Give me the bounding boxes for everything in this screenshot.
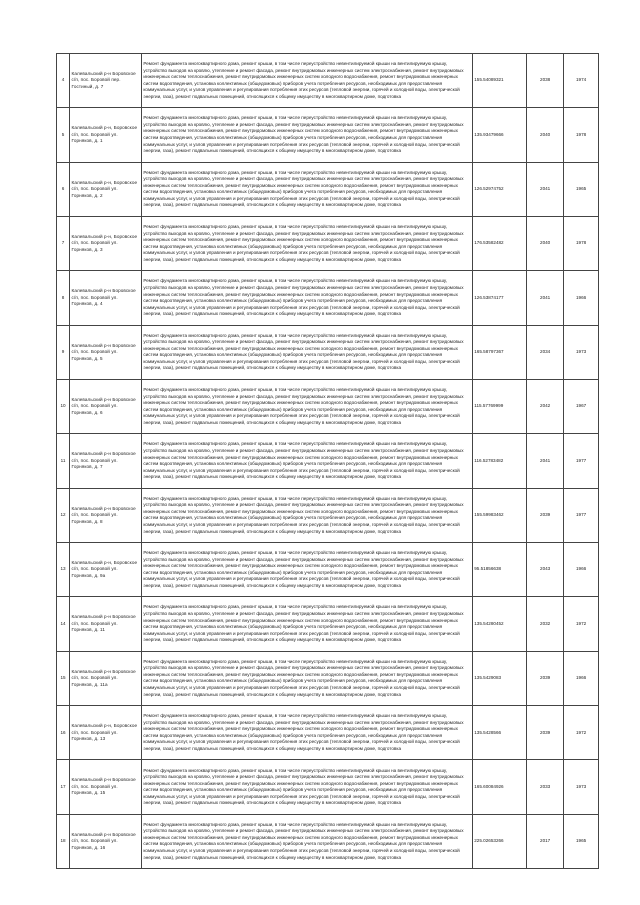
cost-cell-text: 126.53874177 <box>474 294 504 300</box>
planned-year-cell <box>527 54 564 108</box>
table-row <box>57 488 599 542</box>
build-year-cell-text: 1967 <box>575 403 587 409</box>
works-list-cell-text: Ремонт фундамента многоквартирного дома, ремонт крыши, в том числе переустройство невентилируемой крыши на вентилируемую крышу, устройство выходов на кровлю, утепление и ремонт фасада, ремонт внутридомовых инженерных систем электроснабжения, ремонт внутридомовых инженерных систем теплоснабжения, ремонт внутридомовых инженерных систем холодного водоснабжения, ремонт внутридомовых инженерных систем водоотведения, установка коллективных (общедомовых) приборов учета потребления ресурсов, необходимых для предоставления коммунальных услуг, и узлов управления и регулирования потребления этих ресурсов (тепловой энергии, горячей и холодной воды, электрической энергии, газа), ремонт подвальных помещений, относящихся к общему имуществу в многоквартирном доме, подготовка <box>143 821 464 860</box>
row-number-cell-text: 8 <box>61 294 65 300</box>
build-year-cell <box>564 488 599 542</box>
address-cell-text: Калевальский р-н Боровское с/п, пос. Боровой ул. Горняков, д. 16 <box>71 831 136 850</box>
planned-year-cell <box>527 271 564 325</box>
planned-year-cell-text: 2041 <box>540 294 551 300</box>
address-cell <box>70 162 142 216</box>
row-number-cell <box>57 488 70 542</box>
planned-year-cell-text: 2033 <box>540 783 551 789</box>
works-list-cell-text: Ремонт фундамента многоквартирного дома, ремонт крыши, в том числе переустройство невентилируемой крыши на вентилируемую крышу, устройство выходов на кровлю, утепление и ремонт фасада, ремонт внутридомовых инженерных систем электроснабжения, ремонт внутридомовых инженерных систем теплоснабжения, ремонт внутридомовых инженерных систем холодного водоснабжения, ремонт внутридомовых инженерных систем водоотведения, установка коллективных (общедомовых) приборов учета потребления ресурсов, необходимых для предоставления коммунальных услуг, и узлов управления и регулирования потребления этих ресурсов (тепловой энергии, горячей и холодной воды, электрической энергии, газа), ремонт подвальных помещений, относящихся к общему имуществу в многоквартирном доме, подготовка <box>143 115 464 154</box>
build-year-cell <box>564 271 599 325</box>
works-list-cell-text: Ремонт фундамента многоквартирного дома, ремонт крыши, в том числе переустройство невентилируемой крыши на вентилируемую крышу, устройство выходов на кровлю, утепление и ремонт фасада, ремонт внутридомовых инженерных систем электроснабжения, ремонт внутридомовых инженерных систем теплоснабжения, ремонт внутридомовых инженерных систем холодного водоснабжения, ремонт внутридомовых инженерных систем водоотведения, установка коллективных (общедомовых) приборов учета потребления ресурсов, необходимых для предоставления коммунальных услуг, и узлов управления и регулирования потребления этих ресурсов (тепловой энергии, горячей и холодной воды, электрической энергии, газа), ремонт подвальных помещений, относящихся к общему имуществу в многоквартирном доме, подготовка <box>143 550 464 588</box>
table-row <box>57 217 599 271</box>
row-number-cell <box>57 760 70 814</box>
address-cell-text: Калевальский р-н, Боровское с/п, пос. Боровой ул. Горняков, д. 2 <box>71 179 138 198</box>
build-year-cell-text: 1965 <box>575 838 587 844</box>
works-list-cell <box>141 706 472 760</box>
works-list-cell <box>141 108 472 162</box>
cost-cell <box>472 543 526 597</box>
row-number-cell <box>57 434 70 488</box>
table-row <box>57 814 599 868</box>
planned-year-cell-text: 2039 <box>540 675 551 681</box>
row-number-cell <box>57 271 70 325</box>
planned-year-cell <box>527 706 564 760</box>
works-list-cell <box>141 54 472 108</box>
cost-cell <box>472 597 526 651</box>
address-cell <box>70 108 142 162</box>
address-cell <box>70 217 142 271</box>
address-cell <box>70 597 142 651</box>
works-list-cell <box>141 380 472 434</box>
row-number-cell-text: 14 <box>60 620 66 626</box>
address-cell <box>70 380 142 434</box>
address-cell <box>70 325 142 379</box>
build-year-cell <box>564 325 599 379</box>
works-list-cell <box>141 760 472 814</box>
build-year-cell <box>564 162 599 216</box>
table-row <box>57 597 599 651</box>
works-list-cell <box>141 434 472 488</box>
works-list-cell-text: Ремонт фундамента многоквартирного дома, ремонт крыши, в том числе переустройство невентилируемой крыши на вентилируемую крышу, устройство выходов на кровлю, утепление и ремонт фасада, ремонт внутридомовых инженерных систем электроснабжения, ремонт внутридомовых инженерных систем теплоснабжения, ремонт внутридомовых инженерных систем холодного водоснабжения, ремонт внутридомовых инженерных систем водоотведения, установка коллективных (общедомовых) приборов учета потребления ресурсов, необходимых для предоставления коммунальных услуг, и узлов управления и регулирования потребления этих ресурсов (тепловой энергии, горячей и холодной воды, электрической энергии, газа), ремонт подвальных помещений, относящихся к общему имуществу в многоквартирном доме, подготовка <box>143 713 464 751</box>
address-cell-text: Калевальский р-н Боровское с/п, пос. Боровой пер. Гостиный, д. 7 <box>71 70 136 89</box>
row-number-cell-text: 12 <box>60 512 66 518</box>
address-cell <box>70 271 142 325</box>
address-cell <box>70 814 142 868</box>
build-year-cell <box>564 54 599 108</box>
address-cell-text: Калевальский р-н Боровское с/п, пос. Боровой ул. Горняков, д. 7 <box>71 451 136 470</box>
address-cell-text: Калевальский р-н Боровское с/п, пос. Боровой ул. Горняков, д. 5 <box>71 342 136 361</box>
planned-year-cell <box>527 325 564 379</box>
build-year-cell <box>564 706 599 760</box>
cost-cell-text: 165.58797367 <box>474 349 504 355</box>
build-year-cell-text: 1966 <box>575 566 587 572</box>
row-number-cell-text: 11 <box>60 457 66 463</box>
table-row <box>57 271 599 325</box>
address-cell-text: Калевальский р-н, Боровское с/п, пос. Боровой ул. Горняков, д. 9а <box>71 559 138 579</box>
address-cell-text: Калевальский р-н Боровское с/п, пос. Боровой ул. Горняков, д. 8 <box>71 505 136 524</box>
cost-cell-text: 165.60084926 <box>474 783 504 789</box>
table-row <box>57 162 599 216</box>
table-row <box>57 706 599 760</box>
works-list-cell-text: Ремонт фундамента многоквартирного дома, ремонт крыши, в том числе переустройство невентилируемой крыши на вентилируемую крышу, устройство выходов на кровлю, утепление и ремонт фасада, ремонт внутридомовых инженерных систем электроснабжения, ремонт внутридомовых инженерных систем теплоснабжения, ремонт внутридомовых инженерных систем холодного водоснабжения, ремонт внутридомовых инженерных систем водоотведения, установка коллективных (общедомовых) приборов учета потребления ресурсов, необходимых для предоставления коммунальных услуг, и узлов управления и регулирования потребления этих ресурсов (тепловой энергии, горячей и холодной воды, электрической энергии, газа), ремонт подвальных помещений, относящихся к общему имуществу в многоквартирном доме, подготовка <box>143 224 464 262</box>
planned-year-cell-text: 2039 <box>540 512 551 518</box>
row-number-cell-text: 6 <box>61 186 65 192</box>
planned-year-cell <box>527 217 564 271</box>
row-number-cell-text: 10 <box>60 403 66 409</box>
build-year-cell-text: 1978 <box>575 240 587 246</box>
address-cell <box>70 651 142 705</box>
row-number-cell <box>57 325 70 379</box>
row-number-cell-text: 9 <box>61 349 65 355</box>
cost-cell-text: 135.54280452 <box>474 620 504 626</box>
works-list-cell-text: Ремонт фундамента многоквартирного дома, ремонт крыши, в том числе переустройство невентилируемой крыши на вентилируемую крышу, устройство выходов на кровлю, утепление и ремонт фасада, ремонт внутридомовых инженерных систем электроснабжения, ремонт внутридомовых инженерных систем теплоснабжения, ремонт внутридомовых инженерных систем холодного водоснабжения, ремонт внутридомовых инженерных систем водоотведения, установка коллективных (общедомовых) приборов учета потребления ресурсов, необходимых для предоставления коммунальных услуг, и узлов управления и регулирования потребления этих ресурсов (тепловой энергии, горячей и холодной воды, электрической энергии, газа), ремонт подвальных помещений, относящихся к общему имуществу в многоквартирном доме, подготовка <box>143 441 464 480</box>
address-cell-text: Калевальский р-н Боровское с/п, пос. Боровой ул. Горняков, д. 4 <box>71 288 136 307</box>
works-list-cell <box>141 162 472 216</box>
works-list-cell-text: Ремонт фундамента многоквартирного дома, ремонт крыши, в том числе переустройство невентилируемой крыши на вентилируемую крышу, устройство выходов на кровлю, утепление и ремонт фасада, ремонт внутридомовых инженерных систем электроснабжения, ремонт внутридомовых инженерных систем теплоснабжения, ремонт внутридомовых инженерных систем холодного водоснабжения, ремонт внутридомовых инженерных систем водоотведения, установка коллективных (общедомовых) приборов учета потребления ресурсов, необходимых для предоставления коммунальных услуг, и узлов управления и регулирования потребления этих ресурсов (тепловой энергии, горячей и холодной воды, электрической энергии, газа), ремонт подвальных помещений, относящихся к общему имуществу в многоквартирном доме, подготовка <box>143 332 464 371</box>
planned-year-cell <box>527 488 564 542</box>
address-cell-text: Калевальский р-н, Боровское с/п, пос. Боровой ул. Горняков, д. 1 <box>71 125 138 144</box>
build-year-cell <box>564 380 599 434</box>
address-cell <box>70 706 142 760</box>
works-list-cell-text: Ремонт фундамента многоквартирного дома, ремонт крыши, в том числе переустройство невентилируемой крыши на вентилируемую крышу, устройство выходов на кровлю, утепление и ремонт фасада, ремонт внутридомовых инженерных систем электроснабжения, ремонт внутридомовых инженерных систем теплоснабжения, ремонт внутридомовых инженерных систем холодного водоснабжения, ремонт внутридомовых инженерных систем водоотведения, установка коллективных (общедомовых) приборов учета потребления ресурсов, необходимых для предоставления коммунальных услуг, и узлов управления и регулирования потребления этих ресурсов (тепловой энергии, горячей и холодной воды, электрической энергии, газа), ремонт подвальных помещений, относящихся к общему имуществу в многоквартирном доме, подготовка <box>143 169 464 208</box>
row-number-cell-text: 16 <box>60 729 66 735</box>
table-row <box>57 651 599 705</box>
address-cell <box>70 434 142 488</box>
build-year-cell <box>564 543 599 597</box>
address-cell-text: Калевальский р-н Боровское с/п, пос. Боровой ул. Горняков, д. 11а <box>71 668 136 687</box>
cost-cell-text: 126.52974752 <box>474 186 504 192</box>
row-number-cell <box>57 706 70 760</box>
row-number-cell <box>57 108 70 162</box>
row-number-cell <box>57 162 70 216</box>
works-list-cell-text: Ремонт фундамента многоквартирного дома, ремонт крыши, в том числе переустройство невентилируемой крыши на вентилируемую крышу, устройство выходов на кровлю, утепление и ремонт фасада, ремонт внутридомовых инженерных систем электроснабжения, ремонт внутридомовых инженерных систем теплоснабжения, ремонт внутридомовых инженерных систем холодного водоснабжения, ремонт внутридомовых инженерных систем водоотведения, установка коллективных (общедомовых) приборов учета потребления ресурсов, необходимых для предоставления коммунальных услуг, и узлов управления и регулирования потребления этих ресурсов (тепловой энергии, горячей и холодной воды, электрической энергии, газа), ремонт подвальных помещений, относящихся к общему имуществу в многоквартирном доме, подготовка <box>143 495 464 534</box>
cost-cell <box>472 108 526 162</box>
address-cell-text: Калевальский р-н, Боровское с/п, пос. Боровой ул. Горняков, д. 3 <box>71 233 138 252</box>
planned-year-cell <box>527 108 564 162</box>
cost-cell-text: 115.57769999 <box>474 403 504 409</box>
cost-cell <box>472 54 526 108</box>
works-list-cell <box>141 325 472 379</box>
build-year-cell <box>564 814 599 868</box>
planned-year-cell <box>527 760 564 814</box>
row-number-cell <box>57 814 70 868</box>
capital-repair-table <box>56 53 599 869</box>
build-year-cell-text: 1972 <box>575 729 587 735</box>
row-number-cell <box>57 217 70 271</box>
planned-year-cell-text: 2040 <box>540 131 551 137</box>
table-row <box>57 54 599 108</box>
cost-cell <box>472 434 526 488</box>
planned-year-cell-text: 2043 <box>540 566 551 572</box>
row-number-cell-text: 18 <box>60 838 66 844</box>
cost-cell <box>472 814 526 868</box>
works-list-cell-text: Ремонт фундамента многоквартирного дома, ремонт крыши, в том числе переустройство невентилируемой крыши на вентилируемую крышу, устройство выходов на кровлю, утепление и ремонт фасада, ремонт внутридомовых инженерных систем электроснабжения, ремонт внутридомовых инженерных систем теплоснабжения, ремонт внутридомовых инженерных систем холодного водоснабжения, ремонт внутридомовых инженерных систем водоотведения, установка коллективных (общедомовых) приборов учета потребления ресурсов, необходимых для предоставления коммунальных услуг, и узлов управления и регулирования потребления этих ресурсов (тепловой энергии, горячей и холодной воды, электрической энергии, газа), ремонт подвальных помещений, относящихся к общему имуществу в многоквартирном доме, подготовка <box>143 387 464 425</box>
planned-year-cell-text: 2041 <box>540 457 551 463</box>
works-list-cell <box>141 814 472 868</box>
build-year-cell-text: 1965 <box>575 186 587 192</box>
works-list-cell-text: Ремонт фундамента многоквартирного дома, ремонт крыши, в том числе переустройство невентилируемой крыши на вентилируемую крышу, устройство выходов на кровлю, утепление и ремонт фасада, ремонт внутридомовых инженерных систем электроснабжения, ремонт внутридомовых инженерных систем теплоснабжения, ремонт внутридомовых инженерных систем холодного водоснабжения, ремонт внутридомовых инженерных систем водоотведения, установка коллективных (общедомовых) приборов учета потребления ресурсов, необходимых для предоставления коммунальных услуг, и узлов управления и регулирования потребления этих ресурсов (тепловой энергии, горячей и холодной воды, электрической энергии, газа), ремонт подвальных помещений, относящихся к общему имуществу в многоквартирном доме, подготовка <box>143 658 464 697</box>
cost-cell <box>472 760 526 814</box>
table-row <box>57 108 599 162</box>
build-year-cell <box>564 760 599 814</box>
planned-year-cell <box>527 162 564 216</box>
row-number-cell <box>57 54 70 108</box>
row-number-cell <box>57 651 70 705</box>
table-row <box>57 380 599 434</box>
row-number-cell <box>57 543 70 597</box>
build-year-cell-text: 1973 <box>575 783 587 789</box>
row-number-cell <box>57 597 70 651</box>
build-year-cell-text: 1966 <box>575 294 587 300</box>
cost-cell <box>472 706 526 760</box>
cost-cell <box>472 217 526 271</box>
build-year-cell-text: 1972 <box>575 620 587 626</box>
works-list-cell <box>141 217 472 271</box>
cost-cell <box>472 271 526 325</box>
build-year-cell <box>564 597 599 651</box>
cost-cell-text: 135.5428566 <box>474 729 502 735</box>
table-row <box>57 543 599 597</box>
build-year-cell-text: 1977 <box>575 512 587 518</box>
planned-year-cell-text: 2038 <box>540 77 551 83</box>
address-cell <box>70 54 142 108</box>
cost-cell-text: 225.02653266 <box>474 838 504 844</box>
works-list-cell-text: Ремонт фундамента многоквартирного дома, ремонт крыши, в том числе переустройство невентилируемой крыши на вентилируемую крышу, устройство выходов на кровлю, утепление и ремонт фасада, ремонт внутридомовых инженерных систем электроснабжения, ремонт внутридомовых инженерных систем теплоснабжения, ремонт внутридомовых инженерных систем холодного водоснабжения, ремонт внутридомовых инженерных систем водоотведения, установка коллективных (общедомовых) приборов учета потребления ресурсов, необходимых для предоставления коммунальных услуг, и узлов управления и регулирования потребления этих ресурсов (тепловой энергии, горячей и холодной воды, электрической энергии, газа), ремонт подвальных помещений, относящихся к общему имуществу в многоквартирном доме, подготовка <box>143 278 464 317</box>
address-cell <box>70 543 142 597</box>
address-cell-text: Калевальский р-н Боровское с/п, пос. Боровой ул. Горняков, д. 11 <box>71 614 136 633</box>
planned-year-cell-text: 2017 <box>540 838 551 844</box>
address-cell <box>70 488 142 542</box>
address-cell <box>70 760 142 814</box>
works-list-cell <box>141 271 472 325</box>
works-list-cell-text: Ремонт фундамента многоквартирного дома, ремонт крыши, в том числе переустройство невентилируемой крыши на вентилируемую крышу, устройство выходов на кровлю, утепление и ремонт фасада, ремонт внутридомовых инженерных систем электроснабжения, ремонт внутридомовых инженерных систем теплоснабжения, ремонт внутридомовых инженерных систем холодного водоснабжения, ремонт внутридомовых инженерных систем водоотведения, установка коллективных (общедомовых) приборов учета потребления ресурсов, необходимых для предоставления коммунальных услуг, и узлов управления и регулирования потребления этих ресурсов (тепловой энергии, горячей и холодной воды, электрической энергии, газа), ремонт подвальных помещений, относящихся к общему имуществу в многоквартирном доме, подготовка <box>143 767 464 806</box>
planned-year-cell-text: 2042 <box>540 403 551 409</box>
works-list-cell <box>141 488 472 542</box>
build-year-cell <box>564 217 599 271</box>
cost-cell <box>472 162 526 216</box>
cost-cell-text: 135.93479666 <box>474 131 504 137</box>
build-year-cell <box>564 434 599 488</box>
works-list-cell <box>141 543 472 597</box>
planned-year-cell <box>527 543 564 597</box>
build-year-cell <box>564 108 599 162</box>
address-cell-text: Калевальский р-н, Боровское с/п, пос. Боровой ул. Горняков, д. 13 <box>71 722 138 742</box>
build-year-cell-text: 1978 <box>575 131 587 137</box>
address-cell-text: Калевальский р-н Боровское с/п, пос. Боровой ул. Горняков, д. 6 <box>71 396 136 415</box>
row-number-cell-text: 15 <box>60 675 66 681</box>
cost-cell-text: 176.53582482 <box>474 240 504 246</box>
cost-cell <box>472 651 526 705</box>
works-list-cell-text: Ремонт фундамента многоквартирного дома, ремонт крыши, в том числе переустройство невентилируемой крыши на вентилируемую крышу, устройство выходов на кровлю, утепление и ремонт фасада, ремонт внутридомовых инженерных систем электроснабжения, ремонт внутридомовых инженерных систем теплоснабжения, ремонт внутридомовых инженерных систем холодного водоснабжения, ремонт внутридомовых инженерных систем водоотведения, установка коллективных (общедомовых) приборов учета потребления ресурсов, необходимых для предоставления коммунальных услуг, и узлов управления и регулирования потребления этих ресурсов (тепловой энергии, горячей и холодной воды, электрической энергии, газа), ремонт подвальных помещений, относящихся к общему имуществу в многоквартирном доме, подготовка <box>143 604 464 643</box>
cost-cell <box>472 380 526 434</box>
build-year-cell-text: 1974 <box>575 77 587 83</box>
row-number-cell-text: 13 <box>60 566 66 572</box>
table-row <box>57 434 599 488</box>
table-row <box>57 325 599 379</box>
planned-year-cell <box>527 651 564 705</box>
cost-cell-text: 135.5429083 <box>474 675 502 681</box>
planned-year-cell-text: 2032 <box>540 620 551 626</box>
row-number-cell-text: 4 <box>61 77 65 83</box>
works-list-cell-text: Ремонт фундамента многоквартирного дома, ремонт крыши, в том числе переустройство невентилируемой крыши на вентилируемую крышу, устройство выходов на кровлю, утепление и ремонт фасада, ремонт внутридомовых инженерных систем электроснабжения, ремонт внутридомовых инженерных систем теплоснабжения, ремонт внутридомовых инженерных систем холодного водоснабжения, ремонт внутридомовых инженерных систем водоотведения, установка коллективных (общедомовых) приборов учета потребления ресурсов, необходимых для предоставления коммунальных услуг, и узлов управления и регулирования потребления этих ресурсов (тепловой энергии, горячей и холодной воды, электрической энергии, газа), ремонт подвальных помещений, относящихся к общему имуществу в многоквартирном доме, подготовка <box>143 61 464 99</box>
row-number-cell-text: 7 <box>61 240 65 246</box>
build-year-cell <box>564 651 599 705</box>
planned-year-cell-text: 2040 <box>540 240 551 246</box>
build-year-cell-text: 1966 <box>575 675 587 681</box>
table-row <box>57 760 599 814</box>
cost-cell-text: 95.51856638 <box>474 566 502 572</box>
planned-year-cell-text: 2039 <box>540 729 551 735</box>
planned-year-cell-text: 2034 <box>540 349 551 355</box>
works-list-cell <box>141 597 472 651</box>
row-number-cell-text: 17 <box>60 783 66 789</box>
planned-year-cell-text: 2041 <box>540 186 551 192</box>
cost-cell <box>472 325 526 379</box>
planned-year-cell <box>527 814 564 868</box>
address-cell-text: Калевальский р-н Боровское с/п, пос. Боровой ул. Горняков, д. 15 <box>71 777 136 796</box>
planned-year-cell <box>527 434 564 488</box>
planned-year-cell <box>527 380 564 434</box>
row-number-cell <box>57 380 70 434</box>
planned-year-cell <box>527 597 564 651</box>
cost-cell-text: 116.52783482 <box>474 457 504 463</box>
build-year-cell-text: 1977 <box>575 457 587 463</box>
build-year-cell-text: 1973 <box>575 349 587 355</box>
cost-cell <box>472 488 526 542</box>
works-list-cell <box>141 651 472 705</box>
cost-cell-text: 155.59983462 <box>474 512 504 518</box>
row-number-cell-text: 5 <box>61 131 65 137</box>
cost-cell-text: 155.54089321 <box>474 77 504 83</box>
